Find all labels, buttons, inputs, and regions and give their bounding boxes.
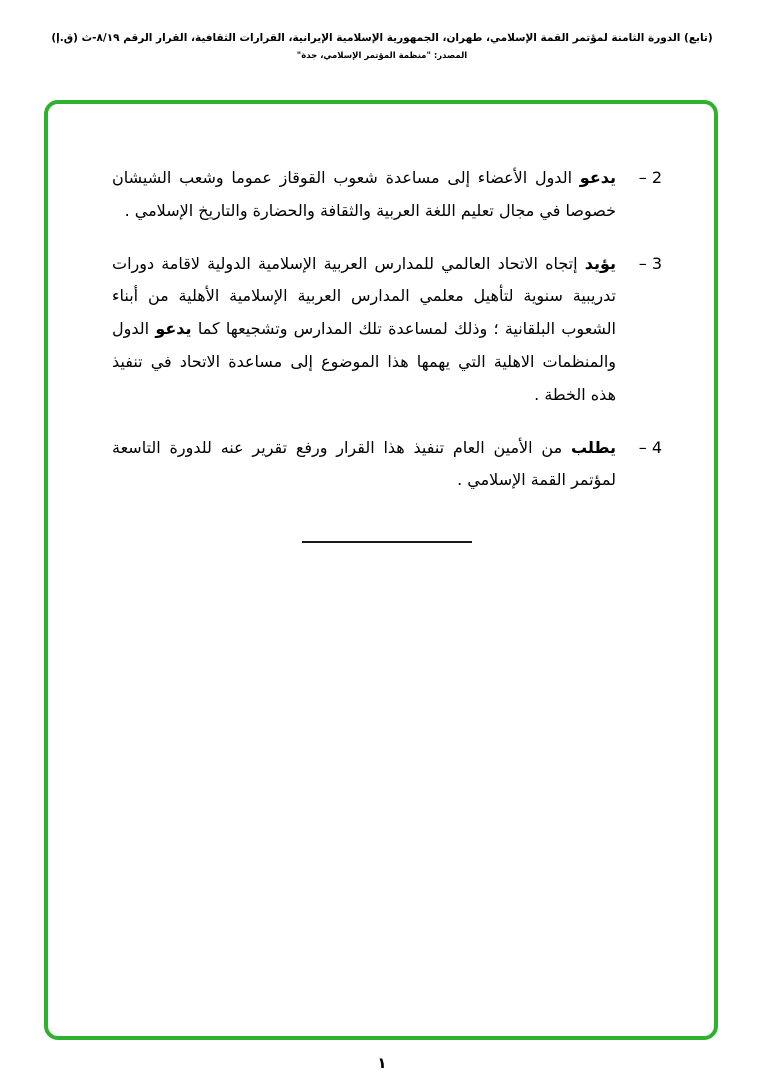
clause-4-body: من الأمين العام تنفيذ هذا القرار ورفع تقرير عنه للدورة التاسعة لمؤتمر القمة الإسلامي . <box>112 437 616 490</box>
separator-line <box>302 541 472 543</box>
clause-3-keyword: يؤيد <box>584 253 616 273</box>
clause-2-body: الدول الأعضاء إلى مساعدة شعوب القوقاز عموما وشعب الشيشان خصوصا في مجال تعليم اللغة العربية والثقافة والحضارة والتاريخ الإسلامي . <box>112 168 616 220</box>
document-header <box>10 32 754 61</box>
header-source: المصدر: "منظمة المؤتمر الإسلامي، جدة" <box>296 51 468 61</box>
clause-2-number: 2 – <box>638 168 662 187</box>
page-number: ١ <box>377 1054 387 1072</box>
clause-4 <box>112 432 662 498</box>
header-title: (تابع) الدورة الثامنة لمؤتمر القمة الإسلامي، طهران، الجمهورية الإسلامية الإيرانية، القرارات الثقافية، القرار الرقم ٨/١٩-ث (ق.إ) <box>51 32 713 44</box>
clause-4-keyword: يطلب <box>570 437 616 457</box>
green-border-frame <box>44 100 718 1040</box>
clause-3-body: إتجاه الاتحاد العالمي للمدارس العربية الإسلامية الدولية لاقامة دورات تدريبية سنوية لتأهيل معلمي المدارس العربية الإسلامية الأهلية من أبناء الشعوب البلقانية ؛ وذلك لمساعدة تلك المدارس وتشجيعها كما <box>112 253 617 339</box>
clause-3-body-2: الدول والمنظمات الاهلية التي يهمها هذا الموضوع إلى مساعدة الاتحاد في تنفيذ هذه الخطة . <box>112 319 616 404</box>
clause-4-number: 4 – <box>638 437 662 457</box>
clause-3-text <box>112 248 616 412</box>
clause-2-keyword: يدعو <box>579 168 616 187</box>
clause-3-keyword-2: يدعو <box>155 319 192 339</box>
clause-4-text <box>112 432 616 498</box>
clause-2 <box>112 162 662 228</box>
clause-3 <box>112 248 662 412</box>
clause-3-number: 3 – <box>638 253 662 273</box>
clause-2-text <box>112 162 616 228</box>
resolution-body <box>112 162 662 543</box>
